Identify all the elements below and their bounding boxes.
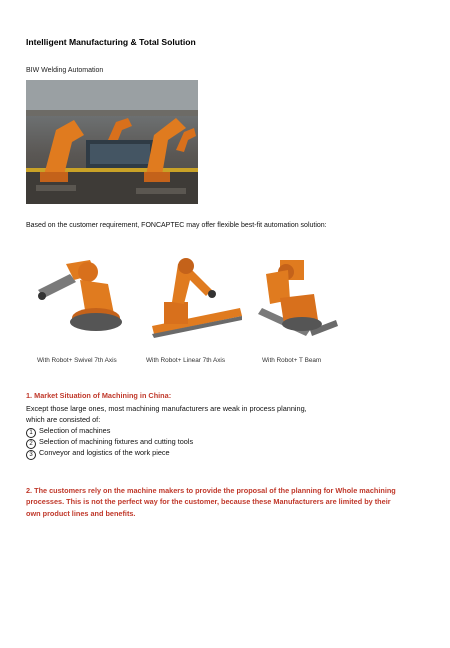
robot-arm-swivel-icon xyxy=(30,250,134,346)
robot-arm-t-beam-icon xyxy=(240,250,344,346)
robot-caption-linear: With Robot+ Linear 7th Axis xyxy=(146,357,226,364)
list-item-text: Conveyor and logistics of the work piece xyxy=(39,448,170,457)
welding-line-photo xyxy=(26,80,198,204)
section1-line2: which are consisted of: xyxy=(26,415,101,424)
list-item xyxy=(26,448,170,460)
list-item-text: Selection of machining fixtures and cutting tools xyxy=(39,437,194,446)
circled-number: 2 xyxy=(26,439,36,449)
intro-paragraph: Based on the customer requirement, FONCAPTEC may offer flexible best-fit automation solution: xyxy=(26,222,327,229)
section-subtitle: BIW Welding Automation xyxy=(26,67,104,74)
circled-number: 3 xyxy=(26,450,36,460)
robot-caption-t-beam: With Robot+ T Beam xyxy=(262,357,322,364)
circled-number: 1 xyxy=(26,428,36,438)
page-title: Intelligent Manufacturing & Total Solution xyxy=(26,37,196,47)
list-item-text: Selection of machines xyxy=(39,426,111,435)
robot-arm-linear-track-icon xyxy=(142,250,246,346)
robot-caption-swivel: With Robot+ Swivel 7th Axis xyxy=(37,357,117,364)
section1-line1: Except those large ones, most machining manufacturers are weak in process planning, xyxy=(26,404,307,413)
section1-heading: 1. Market Situation of Machining in China: xyxy=(26,391,172,400)
section2-paragraph: 2. The customers rely on the machine makers to provide the proposal of the planning for Whole machining processes. This is not the perfect way for the customer, because these Manufacturers are limited by their own product lines and benefits. xyxy=(26,486,396,518)
